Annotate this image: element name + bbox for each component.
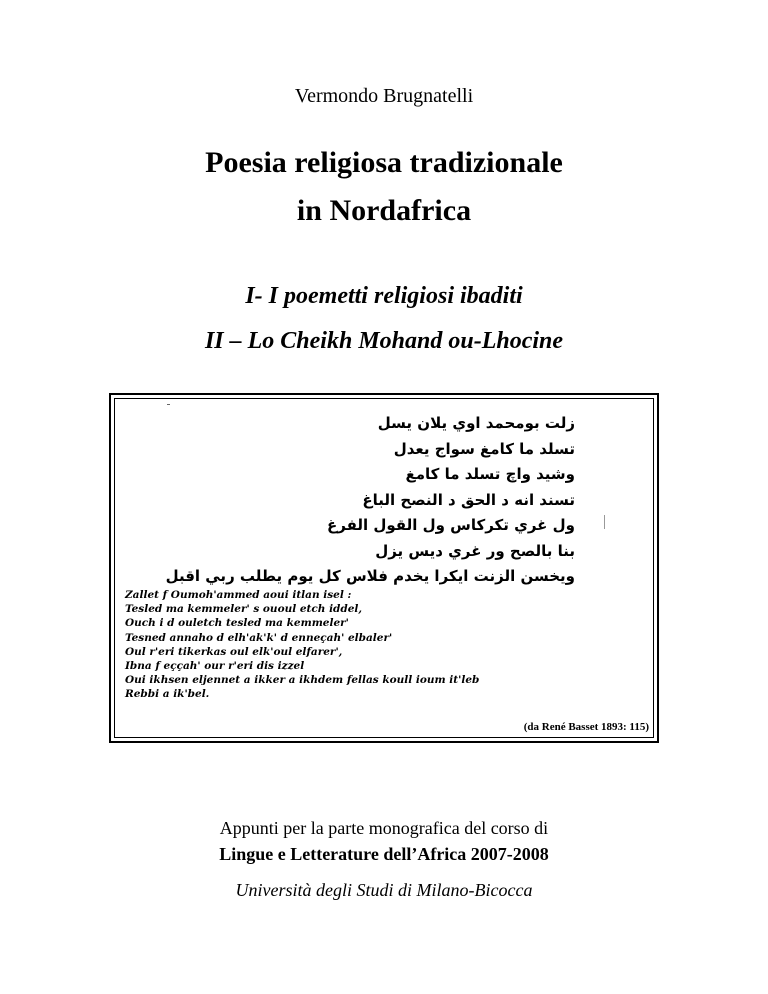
transliteration-line: Tesled ma kemmeler' s ououl etch iddel, <box>125 603 363 616</box>
transliteration-line: Oui ikhsen eljennet a ikker a ikhdem fellas koull ioum it'leb <box>125 674 480 687</box>
transliteration-line: Rebbi a ik'bel. <box>125 688 210 701</box>
course-notes-line: Appunti per la parte monografica del corso di <box>219 818 549 838</box>
scan-mark <box>167 404 170 405</box>
transliteration-line: Ibna f eççah' our r'eri dis izzel <box>125 660 305 673</box>
arabic-line: تسند انه د الحق د النصح الباغ <box>362 490 575 509</box>
transliteration-line: Zallet f Oumoh'ammed aoui itlan isel : <box>125 589 352 601</box>
title-line-2: in Nordafrica <box>296 194 472 227</box>
arabic-line: ول غري تكركاس ول القول الفرغ <box>327 516 575 534</box>
arabic-line: بنا بالصح ور غري ديس يزل <box>375 541 575 560</box>
figure-caption: (da René Basset 1893: 115) <box>523 721 649 733</box>
course-title: Lingue e Letterature dell’Africa 2007-2008 <box>219 844 549 864</box>
arabic-line: ويخسن الزنت ايكرا يخدم فلاس كل يوم يطلب ربي اقبل <box>165 567 575 585</box>
arabic-text-block <box>165 411 575 590</box>
transliteration-block <box>125 588 645 702</box>
subtitle-1: I- I poemetti religiosi ibaditi <box>245 283 523 309</box>
transliteration-line: Oul r'eri tikerkas oul elk'oul elfarer', <box>125 645 343 658</box>
title-line-1: Poesia religiosa tradizionale <box>205 146 563 179</box>
author-name: Vermondo Brugnatelli <box>294 85 474 107</box>
university-name: Università degli Studi di Milano-Bicocca <box>235 880 533 900</box>
arabic-line: تسلد ما كامغ سواج يعدل <box>393 439 575 458</box>
arabic-line: وشيد واچ تسلد ما كامغ <box>405 465 575 483</box>
subtitle-2: II – Lo Cheikh Mohand ou-Lhocine <box>204 328 564 354</box>
arabic-line: زلت بومحمد اوي يلان يسل <box>377 414 575 432</box>
scan-mark-side <box>604 515 605 529</box>
transliteration-line: Tesned annaho d elh'ak'k' d enneçah' elbaler' <box>125 631 393 644</box>
manuscript-figure <box>109 393 659 743</box>
transliteration-line: Ouch i d ouletch tesled ma kemmeler' <box>125 617 349 630</box>
